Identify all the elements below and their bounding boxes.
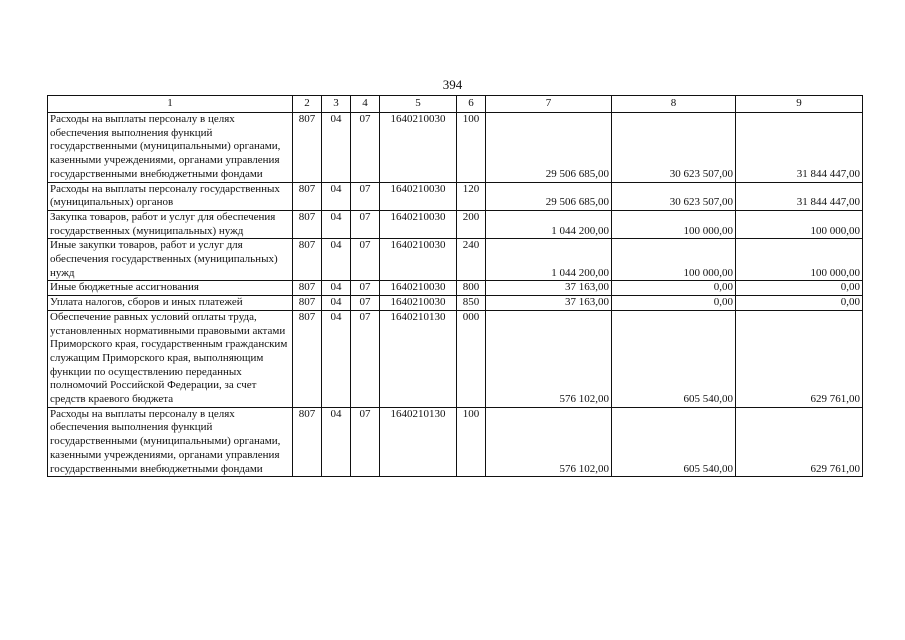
cell-section-code: 04	[322, 113, 351, 183]
cell-ministry-code: 807	[293, 296, 322, 311]
cell-amount-col8: 100 000,00	[612, 239, 736, 281]
cell-amount-col7: 1 044 200,00	[486, 239, 612, 281]
cell-amount-col9: 629 761,00	[736, 407, 863, 477]
cell-expense-type: 100	[457, 407, 486, 477]
row-description: Расходы на выплаты персоналу государственных (муниципальных) органов	[48, 182, 293, 210]
cell-amount-col9: 0,00	[736, 281, 863, 296]
cell-section-code: 04	[322, 281, 351, 296]
cell-subsection-code: 07	[351, 310, 380, 407]
cell-section-code: 04	[322, 310, 351, 407]
cell-subsection-code: 07	[351, 210, 380, 238]
cell-expense-type: 100	[457, 113, 486, 183]
table-row	[48, 310, 863, 407]
column-header: 8	[612, 96, 736, 113]
column-header: 9	[736, 96, 863, 113]
cell-amount-col9: 100 000,00	[736, 239, 863, 281]
cell-expense-type: 000	[457, 310, 486, 407]
cell-amount-col8: 605 540,00	[612, 407, 736, 477]
table-row	[48, 210, 863, 238]
cell-ministry-code: 807	[293, 407, 322, 477]
cell-target-article: 1640210030	[380, 182, 457, 210]
cell-subsection-code: 07	[351, 296, 380, 311]
column-header: 7	[486, 96, 612, 113]
cell-amount-col9: 629 761,00	[736, 310, 863, 407]
cell-amount-col8: 30 623 507,00	[612, 113, 736, 183]
table-row	[48, 113, 863, 183]
cell-ministry-code: 807	[293, 281, 322, 296]
budget-table	[47, 95, 863, 477]
cell-subsection-code: 07	[351, 281, 380, 296]
cell-target-article: 1640210130	[380, 407, 457, 477]
cell-amount-col7: 37 163,00	[486, 281, 612, 296]
header-row	[48, 96, 863, 113]
cell-ministry-code: 807	[293, 182, 322, 210]
column-header: 3	[322, 96, 351, 113]
cell-target-article: 1640210030	[380, 210, 457, 238]
cell-amount-col8: 100 000,00	[612, 210, 736, 238]
cell-amount-col9: 31 844 447,00	[736, 182, 863, 210]
table-row	[48, 239, 863, 281]
row-description: Иные бюджетные ассигнования	[48, 281, 293, 296]
cell-target-article: 1640210030	[380, 281, 457, 296]
cell-ministry-code: 807	[293, 113, 322, 183]
cell-subsection-code: 07	[351, 182, 380, 210]
cell-expense-type: 200	[457, 210, 486, 238]
cell-amount-col7: 29 506 685,00	[486, 113, 612, 183]
cell-amount-col8: 30 623 507,00	[612, 182, 736, 210]
cell-amount-col8: 0,00	[612, 281, 736, 296]
cell-amount-col8: 605 540,00	[612, 310, 736, 407]
row-description: Закупка товаров, работ и услуг для обеспечения государственных (муниципальных) нужд	[48, 210, 293, 238]
cell-amount-col7: 37 163,00	[486, 296, 612, 311]
table-row	[48, 296, 863, 311]
column-header: 1	[48, 96, 293, 113]
cell-section-code: 04	[322, 182, 351, 210]
cell-expense-type: 120	[457, 182, 486, 210]
cell-target-article: 1640210130	[380, 310, 457, 407]
cell-subsection-code: 07	[351, 407, 380, 477]
table-row	[48, 281, 863, 296]
cell-target-article: 1640210030	[380, 239, 457, 281]
cell-ministry-code: 807	[293, 239, 322, 281]
cell-amount-col7: 576 102,00	[486, 407, 612, 477]
row-description: Расходы на выплаты персоналу в целях обеспечения выполнения функций государственными (муниципальными) органами, казенными учреждениями, органами управления государственными внебюджетными фондами	[48, 113, 293, 183]
row-description: Обеспечение равных условий оплаты труда, установленных нормативными правовыми актами Приморского края, государственным гражданским служащим Приморского края, выполняющим функции по осуществлению переданных полномочий Российской Федерации, за счет средств краевого бюджета	[48, 310, 293, 407]
cell-amount-col9: 31 844 447,00	[736, 113, 863, 183]
column-header: 4	[351, 96, 380, 113]
cell-amount-col9: 100 000,00	[736, 210, 863, 238]
cell-ministry-code: 807	[293, 210, 322, 238]
cell-target-article: 1640210030	[380, 296, 457, 311]
row-description: Уплата налогов, сборов и иных платежей	[48, 296, 293, 311]
cell-expense-type: 800	[457, 281, 486, 296]
cell-section-code: 04	[322, 239, 351, 281]
row-description: Иные закупки товаров, работ и услуг для обеспечения государственных (муниципальных) нужд	[48, 239, 293, 281]
cell-subsection-code: 07	[351, 239, 380, 281]
column-header: 5	[380, 96, 457, 113]
cell-amount-col9: 0,00	[736, 296, 863, 311]
cell-target-article: 1640210030	[380, 113, 457, 183]
cell-amount-col7: 1 044 200,00	[486, 210, 612, 238]
cell-amount-col7: 576 102,00	[486, 310, 612, 407]
table-row	[48, 182, 863, 210]
cell-ministry-code: 807	[293, 310, 322, 407]
cell-expense-type: 850	[457, 296, 486, 311]
cell-expense-type: 240	[457, 239, 486, 281]
column-header: 2	[293, 96, 322, 113]
page-number: 394	[442, 77, 463, 92]
cell-section-code: 04	[322, 210, 351, 238]
cell-section-code: 04	[322, 407, 351, 477]
cell-section-code: 04	[322, 296, 351, 311]
cell-amount-col8: 0,00	[612, 296, 736, 311]
column-header: 6	[457, 96, 486, 113]
table-row	[48, 407, 863, 477]
cell-subsection-code: 07	[351, 113, 380, 183]
row-description: Расходы на выплаты персоналу в целях обеспечения выполнения функций государственными (муниципальными) органами, казенными учреждениями, органами управления государственными внебюджетными фондами	[48, 407, 293, 477]
cell-amount-col7: 29 506 685,00	[486, 182, 612, 210]
